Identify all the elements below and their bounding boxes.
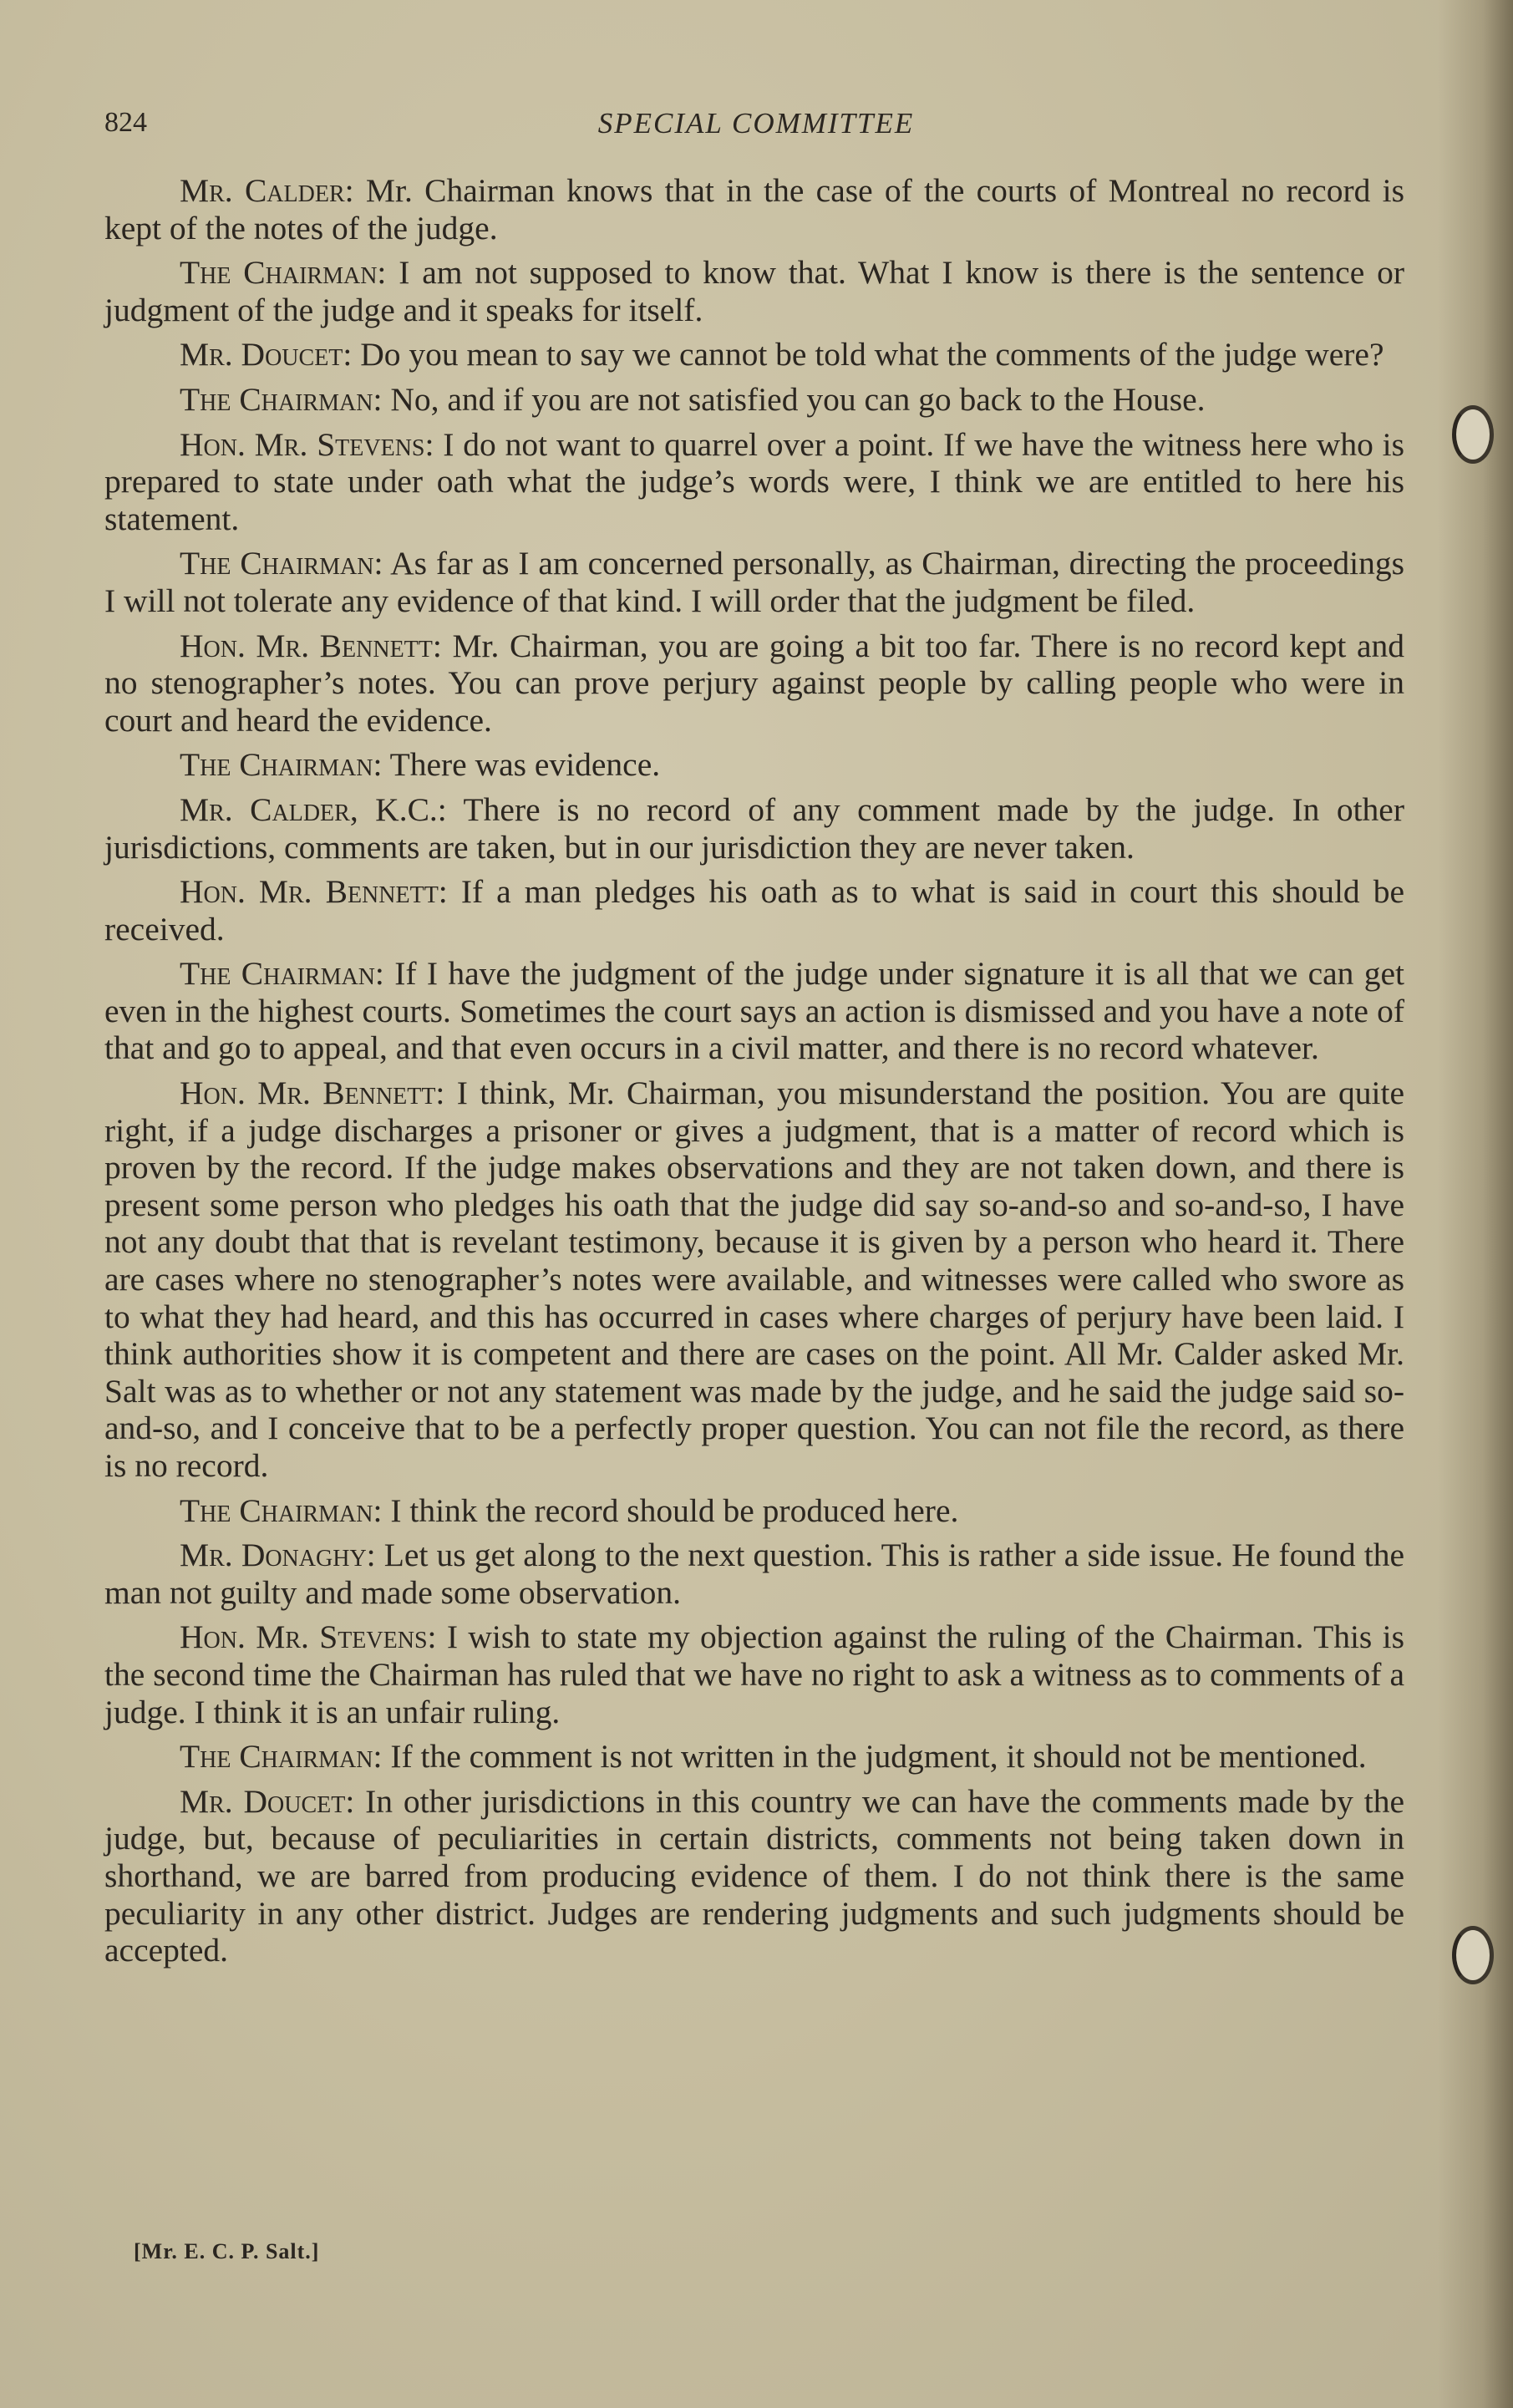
speech-text: If the comment is not written in the judgment, it should not be mentioned.: [382, 1738, 1367, 1776]
speech-text: If a man pledges his oath as to what is said in court this should be received.: [104, 873, 1404, 947]
paragraph: [104, 1537, 1404, 1611]
speaker-name: The Chairman:: [180, 955, 384, 993]
speech-text: Mr. Chairman, you are going a bit too far. There is no record kept and no stenographer’s notes. You can prove perjury against people by calling people who were in court and heard the evidence.: [104, 627, 1404, 739]
speech-text: I do not want to quarrel over a point. If we have the witness here who is prepared to state under oath what the judge’s words were, I think we are entitled to here his statement.: [104, 425, 1404, 537]
paragraph: [104, 545, 1404, 619]
speech-text: If I have the judgment of the judge under signature it is all that we can get even in the highest courts. Sometimes the court says an action is dismissed and you have a note of that and go to appeal, and that even occurs in a civil matter, and there is no record whatever.: [104, 955, 1404, 1067]
speech-text: I think the record should be produced here.: [382, 1491, 959, 1529]
speech-text: Do you mean to say we cannot be told what the comments of the judge were?: [352, 336, 1384, 373]
speaker-name: Hon. Mr. Stevens:: [180, 425, 434, 463]
paragraph: [104, 746, 1404, 784]
paragraph: [104, 1618, 1404, 1730]
speaker-name: Mr. Donaghy:: [180, 1537, 376, 1574]
transcript-body: [104, 172, 1404, 1977]
speaker-name: Mr. Doucet:: [180, 336, 353, 373]
speech-text: No, and if you are not satisfied you can go back to the House.: [382, 380, 1206, 418]
paragraph: [104, 955, 1404, 1067]
speaker-name: Mr. Doucet:: [180, 1782, 355, 1820]
punch-hole-bottom: [1452, 1926, 1494, 1984]
speech-text: I wish to state my objection against the ruling of the Chairman. This is the second time the Chairman has ruled that we have no right to ask a witness as to comments of a judge. I think it is an unfair ruling.: [104, 1618, 1404, 1730]
running-head: SPECIAL COMMITTEE: [597, 107, 915, 140]
paragraph: [104, 336, 1404, 373]
speaker-name: The Chairman:: [180, 545, 383, 582]
speaker-name: The Chairman:: [180, 1491, 383, 1529]
paragraph: [104, 254, 1404, 328]
paragraph: [104, 1074, 1404, 1485]
speech-text: There was evidence.: [382, 746, 661, 784]
paragraph: [104, 426, 1404, 538]
page-number: 824: [104, 107, 147, 138]
speaker-name: Mr. Calder, K.C.:: [180, 790, 447, 828]
speaker-name: The Chairman:: [180, 380, 383, 418]
witness-footer: [Mr. E. C. P. Salt.]: [134, 2239, 320, 2263]
page-header: [104, 107, 1408, 149]
paragraph: [104, 873, 1404, 947]
speech-text: Mr. Chairman knows that in the case of the courts of Montreal no record is kept of the notes of the judge.: [104, 172, 1404, 246]
speaker-name: Mr. Calder:: [180, 172, 354, 209]
speech-text: As far as I am concerned personally, as Chairman, directing the proceedings I will not tolerate any evidence of that kind. I will order that the judgment be filed.: [104, 545, 1404, 619]
punch-hole-top: [1452, 405, 1494, 464]
speaker-name: Hon. Mr. Bennett:: [180, 873, 448, 911]
speaker-name: The Chairman:: [180, 254, 387, 292]
paragraph: [104, 1492, 1404, 1530]
paragraph: [104, 172, 1404, 246]
page-binding-edge: [1438, 0, 1513, 2408]
speech-text: I am not supposed to know that. What I know is there is the sentence or judgment of the judge and it speaks for itself.: [104, 254, 1404, 328]
paragraph: [104, 381, 1404, 419]
paragraph: [104, 1783, 1404, 1969]
speech-text: There is no record of any comment made by the judge. In other jurisdictions, comments are taken, but in our jurisdiction they are never taken.: [104, 790, 1404, 866]
speech-text: I think, Mr. Chairman, you misunderstand the position. You are quite right, if a judge discharges a prisoner or gives a judgment, that is a matter of record which is proven by the record. If the judge makes observations and they are not taken down, and there is present some person who pledges his oath that the judge did say so-and-so and so-and-so, I have not any doubt that that is revelant testimony, because it is given by a person who heard it. There are cases where no stenographer’s notes were available, and witnesses were called who swore as to what they had heard, and this has occurred in cases where charges of perjury have been laid. I think authorities show it is competent and there are cases on the point. All Mr. Calder asked Mr. Salt was as to whether or not any statement was made by the judge, and he said the judge said so-and-so, and I conceive that to be a perfectly proper question. You can not file the record, as there is no record.: [104, 1074, 1404, 1484]
speaker-name: Hon. Mr. Bennett:: [180, 1074, 445, 1112]
speaker-name: Hon. Mr. Bennett:: [180, 627, 442, 664]
speaker-name: Hon. Mr. Stevens:: [180, 1618, 437, 1656]
speaker-name: The Chairman:: [180, 746, 383, 784]
speaker-name: The Chairman:: [180, 1738, 383, 1776]
speech-text: Let us get along to the next question. This is rather a side issue. He found the man not guilty and made some observation.: [104, 1537, 1404, 1611]
paragraph: [104, 627, 1404, 739]
paragraph: [104, 791, 1404, 866]
speech-text: In other jurisdictions in this country we can have the comments made by the judge, but, because of peculiarities in certain districts, comments not being taken down in shorthand, we are barred from producing evidence of them. I do not think there is the same peculiarity in any other district. Judges are rendering judgments and such judgments should be accepted.: [104, 1782, 1405, 1969]
paragraph: [104, 1738, 1404, 1776]
